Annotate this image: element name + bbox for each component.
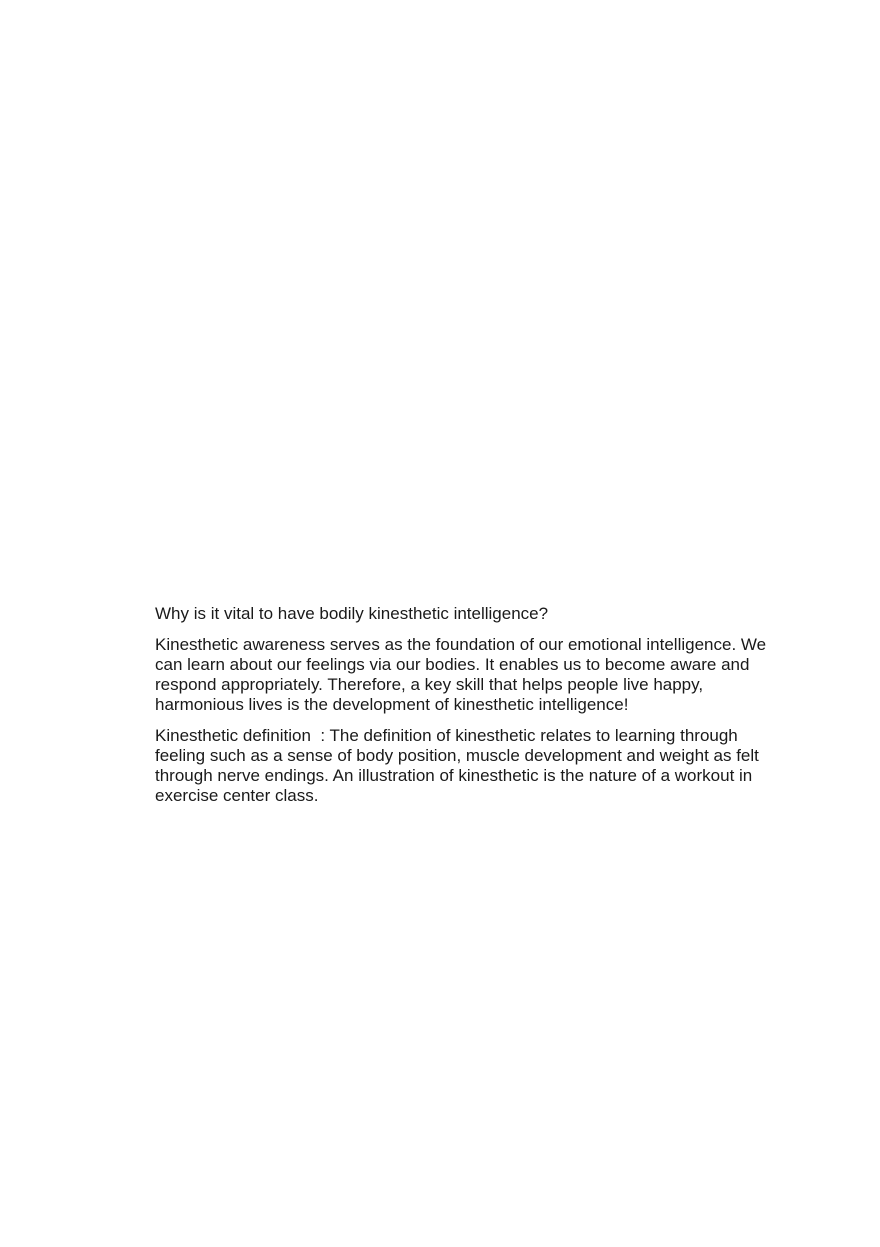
awareness-paragraph: Kinesthetic awareness serves as the foundation of our emotional intelligence. We can learn about our feelings via our bodies. It enables us to become aware and respond appropriately. Therefore, a key skill that helps people live happy, harmonious lives is the development of kinesthetic intelligence! bbox=[155, 635, 771, 714]
definition-paragraph: Kinesthetic definition : The definition of kinesthetic relates to learning through feeling such as a sense of body position, muscle development and weight as felt through nerve endings. An illustration of kinesthetic is the nature of a workout in exercise center class. bbox=[155, 726, 764, 805]
question-heading: Why is it vital to have bodily kinesthetic intelligence? bbox=[155, 604, 549, 623]
document-body bbox=[155, 604, 785, 817]
